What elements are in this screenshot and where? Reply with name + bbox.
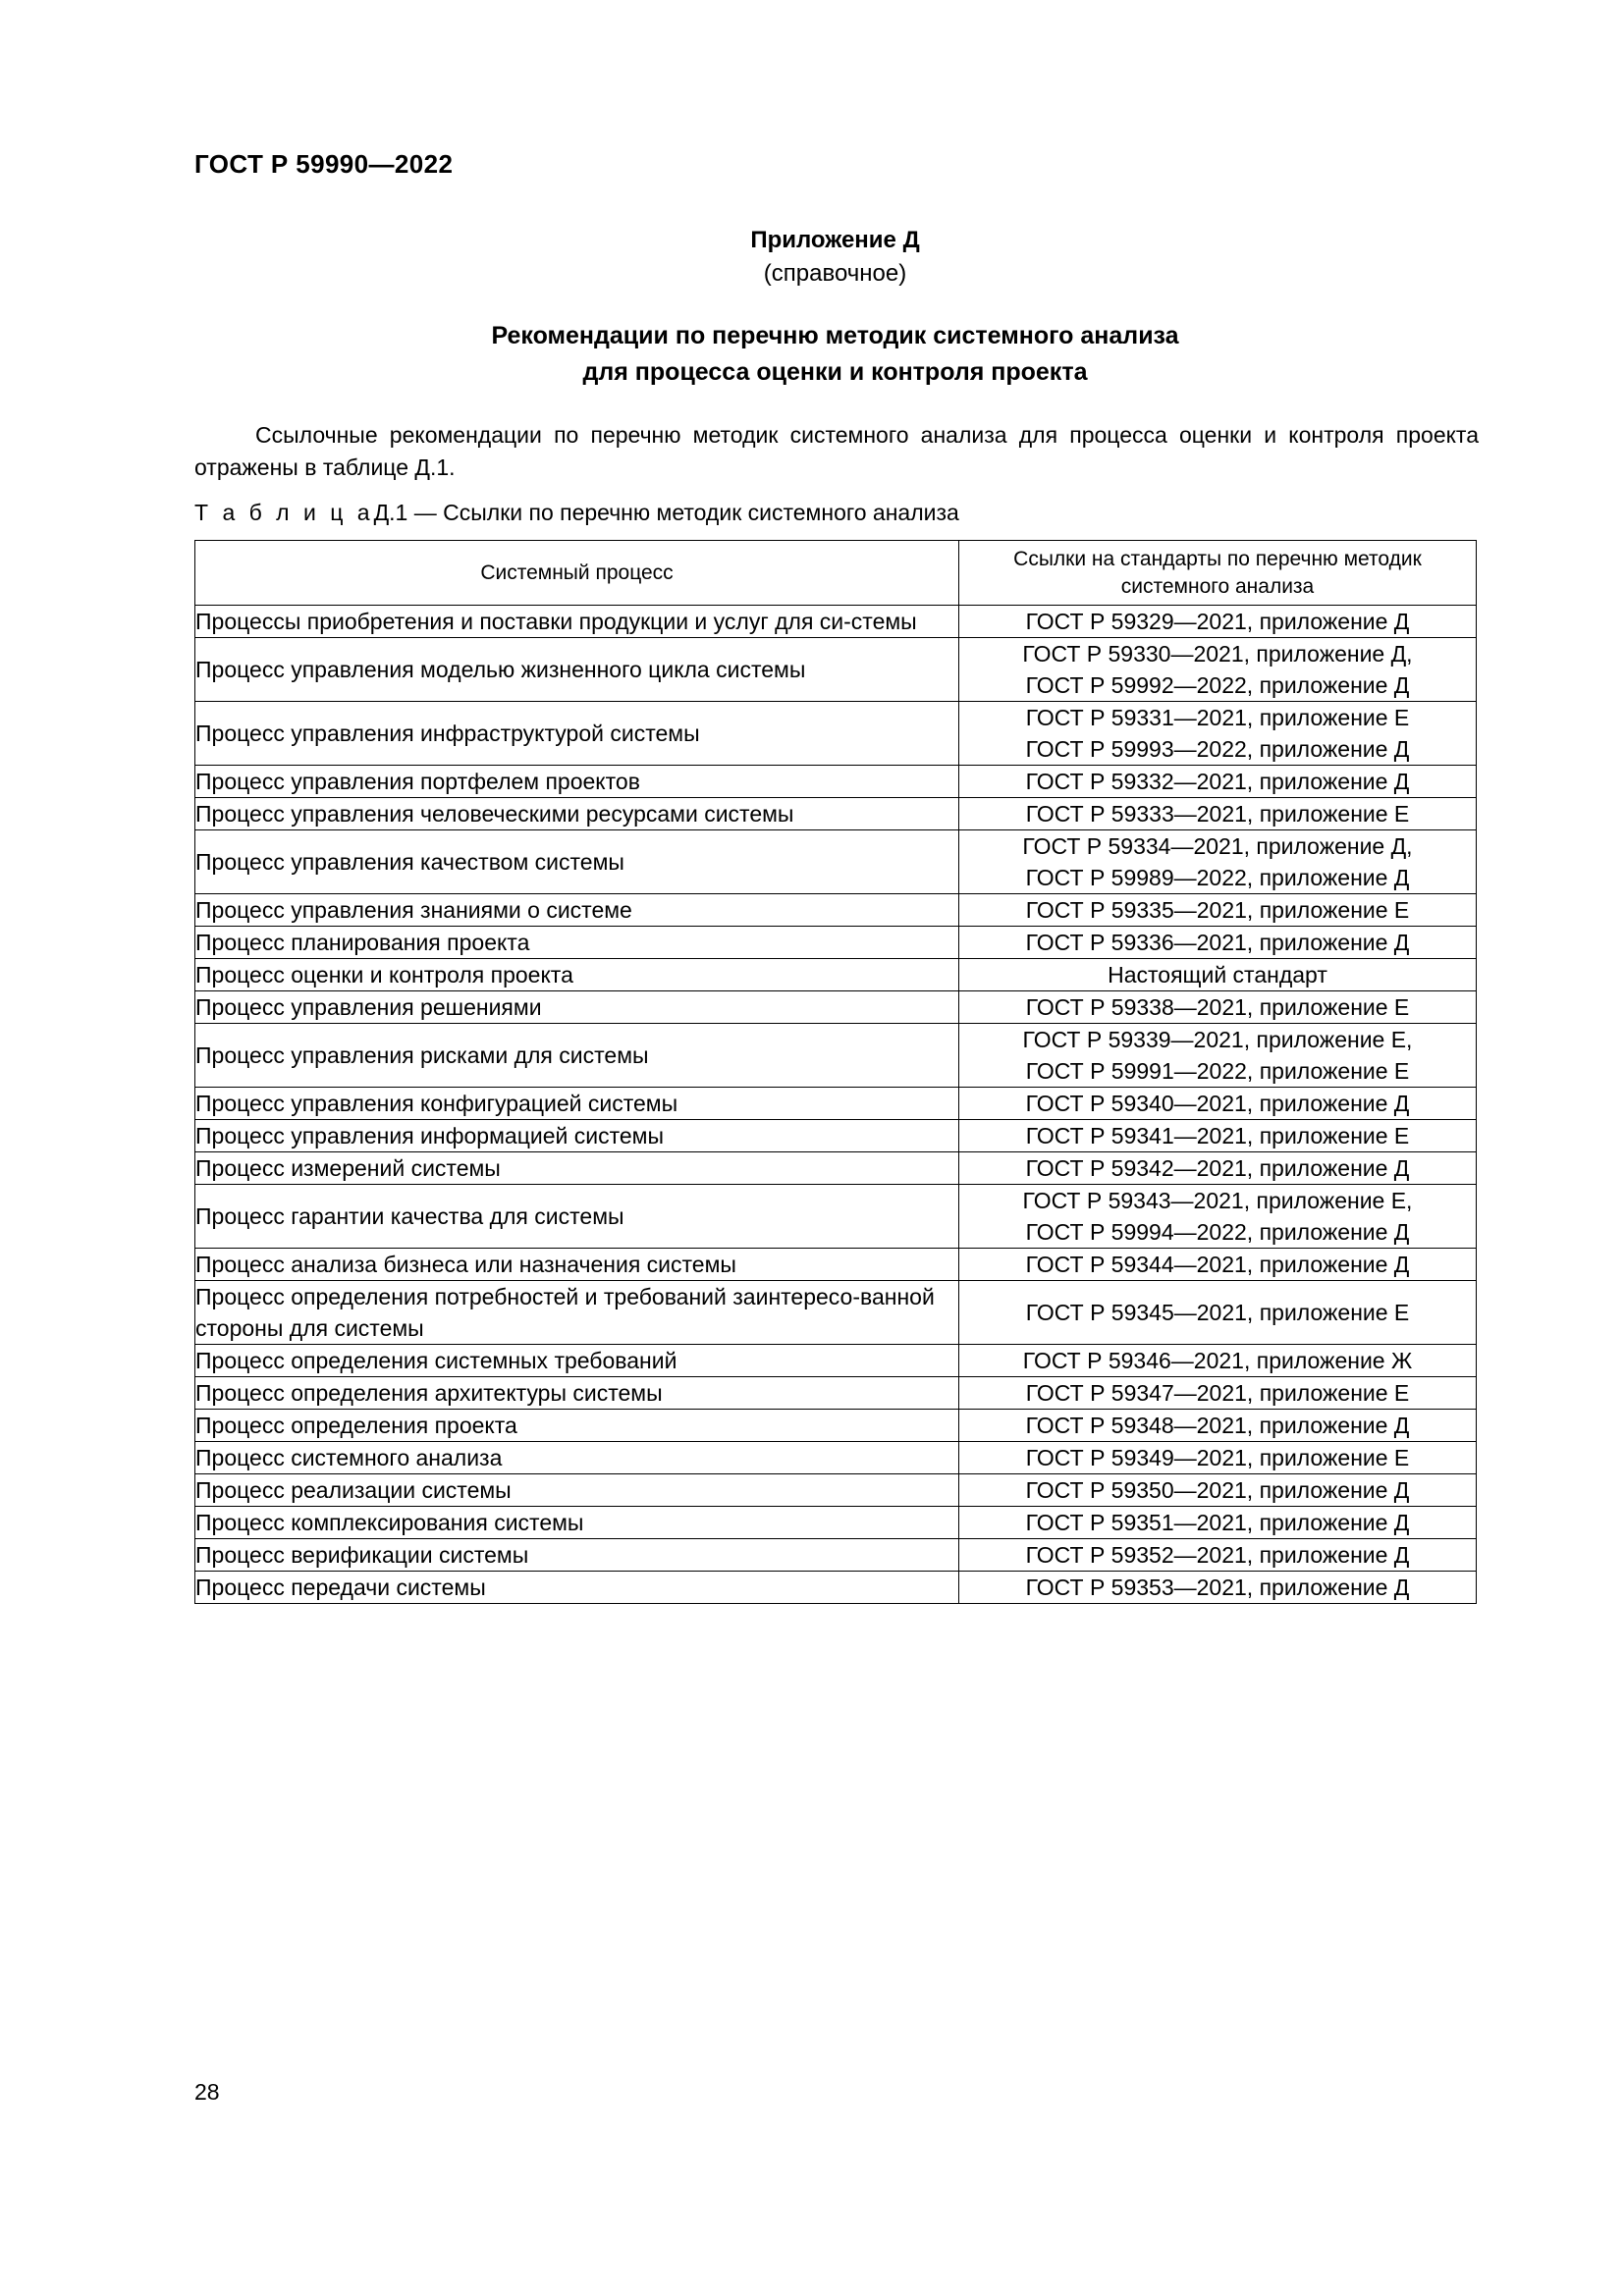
cell-references: ГОСТ Р 59336—2021, приложение Д [959,927,1477,959]
table-row [195,1120,1477,1152]
table-row [195,927,1477,959]
cell-process: Процесс планирования проекта [195,927,959,959]
cell-process: Процесс управления качеством системы [195,830,959,894]
table-caption-rest: Д.1 — Ссылки по перечню методик системного анализа [373,500,959,525]
cell-references: ГОСТ Р 59338—2021, приложение Е [959,991,1477,1024]
cell-references: ГОСТ Р 59342—2021, приложение Д [959,1152,1477,1185]
table-row [195,606,1477,638]
page-title-line-1: Рекомендации по перечню методик системного анализа [491,322,1179,349]
cell-references: ГОСТ Р 59353—2021, приложение Д [959,1572,1477,1604]
table-row [195,1249,1477,1281]
cell-references: ГОСТ Р 59340—2021, приложение Д [959,1088,1477,1120]
cell-process: Процесс оценки и контроля проекта [195,959,959,991]
cell-process: Процесс гарантии качества для системы [195,1185,959,1249]
table-row [195,1377,1477,1410]
cell-references: ГОСТ Р 59334—2021, приложение Д, ГОСТ Р 59989—2022, приложение Д [959,830,1477,894]
page-number: 28 [194,2079,220,2105]
cell-references: ГОСТ Р 59333—2021, приложение Е [959,798,1477,830]
table-row [195,1345,1477,1377]
table-row [195,991,1477,1024]
table-row [195,1442,1477,1474]
cell-references: ГОСТ Р 59330—2021, приложение Д, ГОСТ Р 59992—2022, приложение Д [959,638,1477,702]
table-row [195,830,1477,894]
cell-process: Процесс определения архитектуры системы [195,1377,959,1410]
cell-process: Процесс определения проекта [195,1410,959,1442]
appendix-label: Приложение Д [750,227,920,253]
cell-process: Процесс управления портфелем проектов [195,766,959,798]
table-row [195,1474,1477,1507]
cell-process: Процесс управления решениями [195,991,959,1024]
cell-process: Процесс определения потребностей и требований заинтересо-ванной стороны для системы [195,1281,959,1345]
cell-references: ГОСТ Р 59343—2021, приложение Е, ГОСТ Р 59994—2022, приложение Д [959,1185,1477,1249]
cell-references: ГОСТ Р 59332—2021, приложение Д [959,766,1477,798]
table-caption-word: Т а б л и ц а [194,500,374,525]
cell-references: ГОСТ Р 59339—2021, приложение Е, ГОСТ Р 59991—2022, приложение Е [959,1024,1477,1088]
column-header-process: Системный процесс [195,541,959,606]
cell-process: Процесс реализации системы [195,1474,959,1507]
table-header [195,541,1477,606]
table-row [195,894,1477,927]
cell-references: ГОСТ Р 59345—2021, приложение Е [959,1281,1477,1345]
cell-references: ГОСТ Р 59331—2021, приложение Е ГОСТ Р 59993—2022, приложение Д [959,702,1477,766]
cell-references: ГОСТ Р 59341—2021, приложение Е [959,1120,1477,1152]
appendix-kind: (справочное) [763,260,907,287]
intro-paragraph: Ссылочные рекомендации по перечню методик системного анализа для процесса оценки и контроля проекта отражены в таблице Д.1. [194,422,1479,480]
table-row [195,1539,1477,1572]
table-row [195,1281,1477,1345]
table-row [195,1507,1477,1539]
cell-references: ГОСТ Р 59352—2021, приложение Д [959,1539,1477,1572]
cell-references: ГОСТ Р 59351—2021, приложение Д [959,1507,1477,1539]
table-body [195,606,1477,1604]
table-row [195,959,1477,991]
table-row [195,702,1477,766]
table-row [195,1024,1477,1088]
cell-references: ГОСТ Р 59350—2021, приложение Д [959,1474,1477,1507]
page-title-line-2: для процесса оценки и контроля проекта [582,358,1088,386]
cell-references: ГОСТ Р 59349—2021, приложение Е [959,1442,1477,1474]
cell-references: ГОСТ Р 59335—2021, приложение Е [959,894,1477,927]
table-row [195,1088,1477,1120]
cell-process: Процесс комплексирования системы [195,1507,959,1539]
cell-process: Процесс управления человеческими ресурсами системы [195,798,959,830]
cell-process: Процесс управления конфигурацией системы [195,1088,959,1120]
cell-process: Процесс анализа бизнеса или назначения системы [195,1249,959,1281]
table-row [195,766,1477,798]
cell-references: ГОСТ Р 59348—2021, приложение Д [959,1410,1477,1442]
cell-process: Процессы приобретения и поставки продукции и услуг для си-стемы [195,606,959,638]
cell-references: ГОСТ Р 59344—2021, приложение Д [959,1249,1477,1281]
references-table [194,540,1477,1604]
table-row [195,1185,1477,1249]
cell-process: Процесс верификации системы [195,1539,959,1572]
cell-process: Процесс определения системных требований [195,1345,959,1377]
cell-references: ГОСТ Р 59329—2021, приложение Д [959,606,1477,638]
cell-process: Процесс измерений системы [195,1152,959,1185]
cell-references: Настоящий стандарт [959,959,1477,991]
cell-process: Процесс управления информацией системы [195,1120,959,1152]
table-row [195,1410,1477,1442]
cell-process: Процесс управления знаниями о системе [195,894,959,927]
running-head: ГОСТ Р 59990—2022 [194,149,454,179]
cell-process: Процесс управления рисками для системы [195,1024,959,1088]
cell-process: Процесс передачи системы [195,1572,959,1604]
cell-process: Процесс управления моделью жизненного цикла системы [195,638,959,702]
table-row [195,798,1477,830]
column-header-references: Ссылки на стандарты по перечню методик системного анализа [959,541,1477,606]
cell-references: ГОСТ Р 59346—2021, приложение Ж [959,1345,1477,1377]
table-row [195,1152,1477,1185]
table-caption [194,498,959,527]
page-title [194,318,1476,391]
cell-references: ГОСТ Р 59347—2021, приложение Е [959,1377,1477,1410]
cell-process: Процесс управления инфраструктурой системы [195,702,959,766]
table-row [195,1572,1477,1604]
table-row [195,638,1477,702]
cell-process: Процесс системного анализа [195,1442,959,1474]
table-header-row [195,541,1477,606]
appendix-heading [194,224,1476,291]
